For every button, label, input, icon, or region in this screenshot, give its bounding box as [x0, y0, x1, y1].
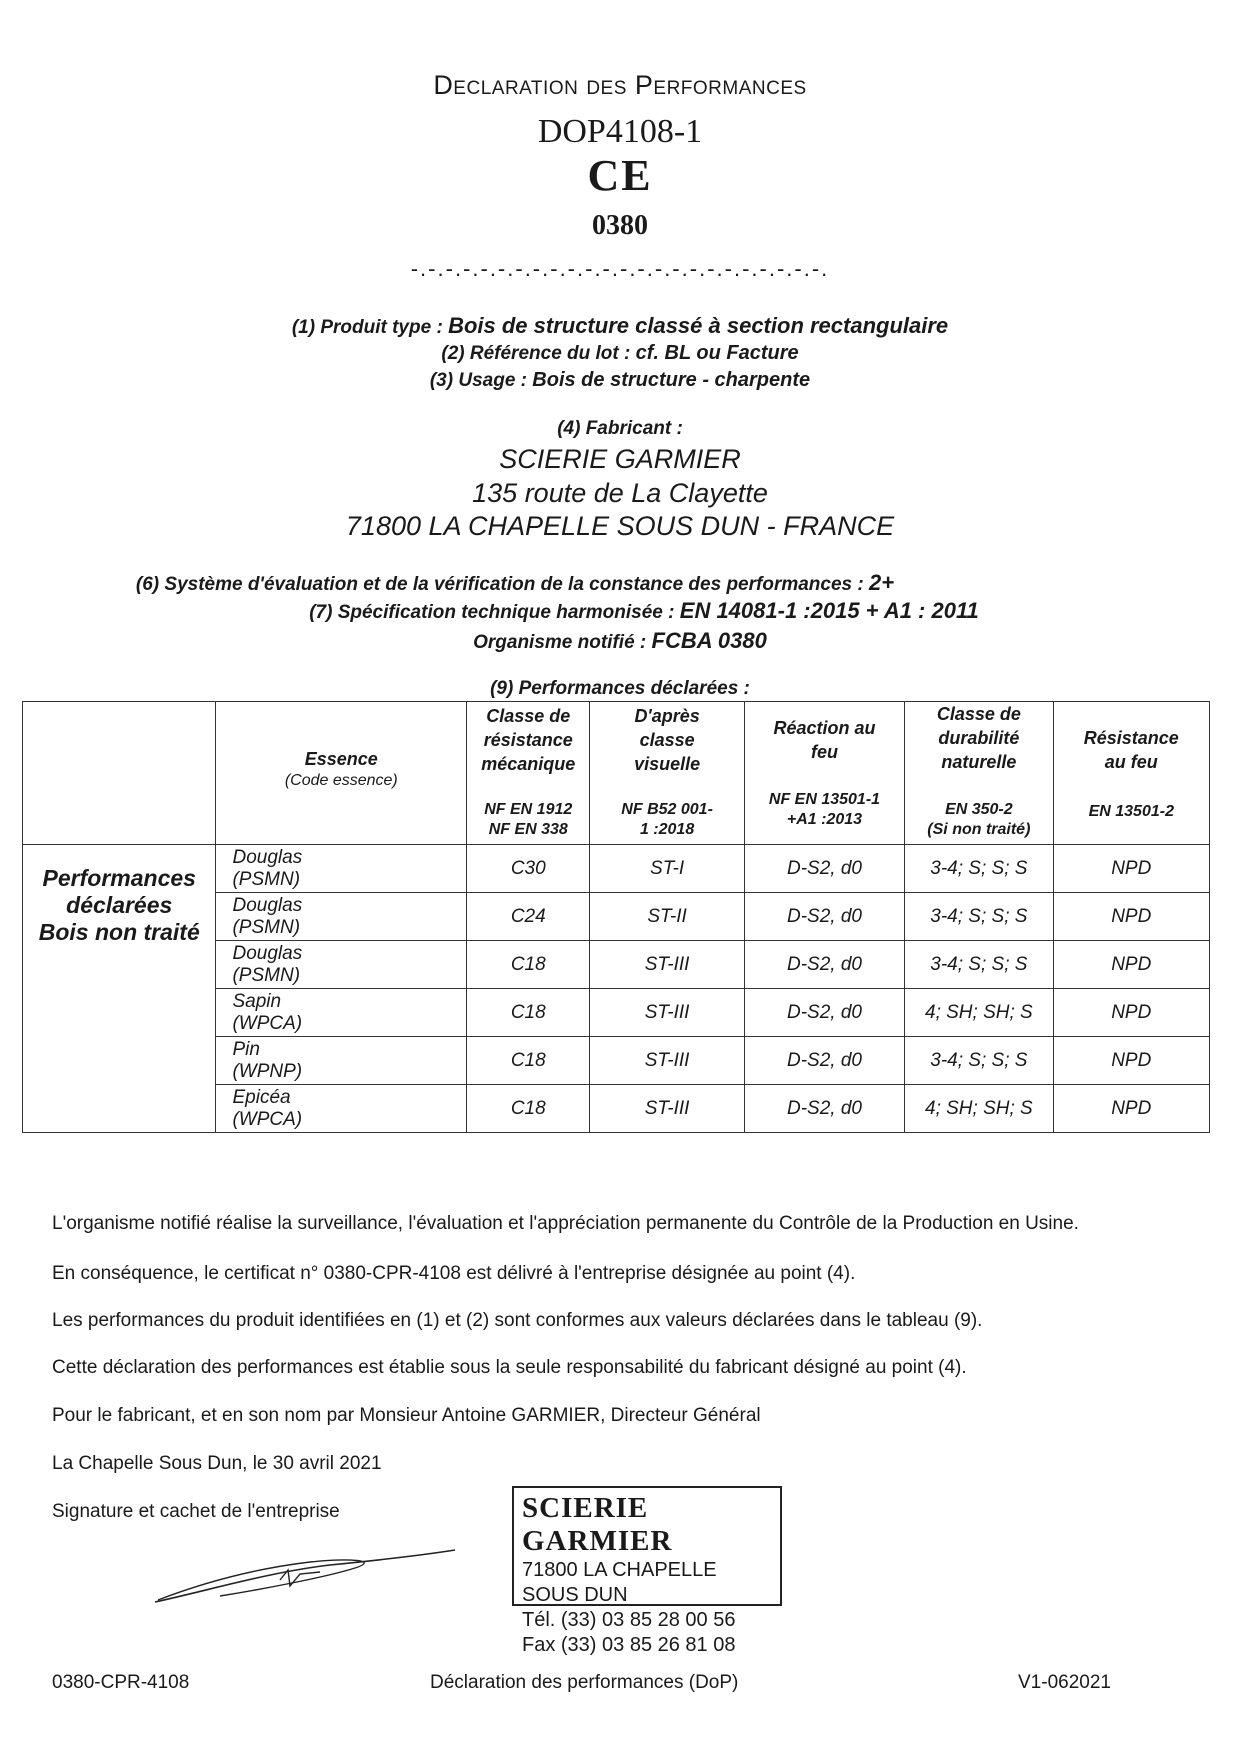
fire-reaction-cell: D-S2, d0 [744, 989, 904, 1037]
paragraph-conformity: Les performances du produit identifiées en (1) et (2) sont conformes aux valeurs déclarées dans le tableau (9). [52, 1310, 983, 1331]
stamp-phone: Tél. (33) 03 85 28 00 56 [522, 1609, 736, 1631]
fire-reaction-norm-1: NF EN 13501-1 [768, 791, 881, 808]
species-cell [216, 893, 467, 941]
fire-resistance-cell: NPD [1053, 1085, 1209, 1133]
visual-title-2: classe [639, 730, 695, 750]
visual-cell: ST-III [590, 1085, 744, 1133]
fire-resistance-cell: NPD [1053, 941, 1209, 989]
signature-icon [150, 1530, 470, 1610]
durability-norm-1: EN 350-2 [945, 801, 1013, 818]
footer-version: V1-062021 [1018, 1672, 1111, 1693]
notified-body-number: 0380 [592, 210, 648, 241]
species-cell [216, 1085, 467, 1133]
ce-mark-icon: CE [587, 151, 653, 200]
species-name: Epicéa [232, 1086, 291, 1108]
species-cell [216, 989, 467, 1037]
technical-spec-line [24, 598, 1240, 624]
fire-reaction-title-2: feu [810, 742, 838, 762]
fire-resistance-cell: NPD [1053, 989, 1209, 1037]
assessment-system-line [0, 570, 1135, 596]
fire-reaction-cell: D-S2, d0 [744, 845, 904, 893]
footer-certificate-ref: 0380-CPR-4108 [52, 1672, 190, 1693]
species-name: Pin [232, 1038, 260, 1060]
table-caption [0, 678, 1240, 700]
column-title-fire-resistance [1058, 726, 1205, 774]
column-norm-visual [590, 800, 743, 840]
manufacturer-label-text: (4) Fabricant : [557, 418, 683, 439]
paragraph-responsibility: Cette déclaration des performances est établie sous la seule responsabilité du fabricant désigné au point (4). [52, 1357, 967, 1378]
paragraph-signatory: Pour le fabricant, et en son nom par Monsieur Antoine GARMIER, Directeur Général [52, 1405, 761, 1426]
species-cell [216, 941, 467, 989]
lot-reference-value: cf. BL ou Facture [635, 342, 799, 364]
column-title-fire-reaction [749, 716, 900, 764]
visual-cell: ST-III [590, 941, 744, 989]
column-header-fire-reaction [744, 702, 904, 845]
visual-cell: ST-III [590, 989, 744, 1037]
fire-resistance-cell: NPD [1053, 1037, 1209, 1085]
paragraph-certificate: En conséquence, le certificat n° 0380-CPR-4108 est délivré à l'entreprise désignée au point (4). [52, 1263, 856, 1284]
species-cell [216, 845, 467, 893]
visual-cell: ST-III [590, 1037, 744, 1085]
technical-spec-label: (7) Spécification technique harmonisée : [309, 602, 680, 623]
fire-reaction-title-1: Réaction au [773, 718, 876, 738]
column-norm-fire-resistance [1054, 802, 1209, 822]
assessment-system-value: 2+ [869, 570, 895, 595]
visual-cell: ST-II [590, 893, 744, 941]
durability-cell: 3-4; S; S; S [905, 1037, 1053, 1085]
notified-body-line [0, 628, 1240, 654]
strength-cell: C18 [467, 1085, 590, 1133]
species-code: (PSMN) [232, 964, 301, 986]
durability-title-1: Classe de [936, 704, 1021, 724]
strength-cell: C18 [467, 941, 590, 989]
document-title: Declaration des Performances [433, 70, 807, 100]
stamp-fax: Fax (33) 03 85 26 81 08 [522, 1634, 736, 1656]
column-header-strength [467, 702, 590, 845]
strength-cell: C18 [467, 1037, 590, 1085]
column-norm-fire-reaction [745, 790, 904, 830]
separator-line: -.-.-.-.-.-.-.-.-.-.-.-.-.-.-.-.-.-.-.-.-.-.-.-. [410, 256, 830, 281]
lot-reference-label: (2) Référence du lot : [441, 343, 636, 364]
product-type-label: (1) Produit type : [291, 317, 449, 338]
species-code: (PSMN) [232, 916, 301, 938]
species-code: (WPCA) [232, 1108, 303, 1130]
species-name: Douglas [232, 894, 303, 916]
lot-reference-line [0, 342, 1240, 365]
column-norm-durability [905, 800, 1052, 840]
paragraph-date-place: La Chapelle Sous Dun, le 30 avril 2021 [52, 1453, 382, 1474]
strength-title-2: résistance [483, 730, 573, 750]
species-name: Sapin [232, 990, 282, 1012]
row-header-line-2: déclarées [66, 892, 173, 918]
usage-line [0, 369, 1240, 392]
usage-value: Bois de structure - charpente [532, 369, 811, 391]
visual-title-3: visuelle [634, 754, 701, 774]
notified-body-label: Organisme notifié : [473, 632, 652, 653]
strength-norm-1: NF EN 1912 [484, 801, 573, 818]
fire-resistance-cell: NPD [1053, 893, 1209, 941]
manufacturer-city: 71800 LA CHAPELLE SOUS DUN - FRANCE [345, 511, 895, 541]
durability-cell: 3-4; S; S; S [905, 893, 1053, 941]
species-code: (WPNP) [232, 1060, 303, 1082]
fire-resistance-title-1: Résistance [1083, 728, 1179, 748]
visual-title-1: D'après [634, 706, 700, 726]
strength-cell: C30 [467, 845, 590, 893]
species-code: (PSMN) [232, 868, 301, 890]
footer-document-title: Déclaration des performances (DoP) [430, 1672, 739, 1693]
column-header-durability [905, 702, 1053, 845]
technical-spec-value: EN 14081-1 :2015 + A1 : 2011 [679, 598, 979, 623]
strength-title-1: Classe de [486, 706, 571, 726]
strength-norm-2: NF EN 338 [488, 821, 568, 838]
row-header-line-3: Bois non traité [38, 919, 200, 945]
dop-number: DOP4108-1 [537, 113, 703, 150]
assessment-system-label: (6) Système d'évaluation et de la vérification de la constance des performances : [135, 574, 869, 595]
fire-reaction-cell: D-S2, d0 [744, 1085, 904, 1133]
column-header-visual [590, 702, 744, 845]
manufacturer-label [0, 418, 1240, 440]
visual-cell: ST-I [590, 845, 744, 893]
paragraph-signature-label: Signature et cachet de l'entreprise [52, 1501, 340, 1522]
usage-label: (3) Usage : [429, 370, 533, 391]
species-name: Douglas [232, 942, 303, 964]
visual-norm-2: 1 :2018 [639, 821, 695, 838]
stamp-city: 71800 LA CHAPELLE SOUS DUN [522, 1559, 717, 1606]
fire-resistance-norm-1: EN 13501-2 [1088, 803, 1174, 820]
column-title-strength [471, 704, 585, 776]
table-header-row [23, 702, 1210, 845]
table-corner-cell [23, 702, 216, 845]
visual-norm-1: NF B52 001- [621, 801, 713, 818]
durability-title-2: durabilité [938, 728, 1020, 748]
product-type-line [0, 313, 1240, 339]
column-title-visual [594, 704, 739, 776]
column-title-species: Essence [304, 749, 378, 769]
column-norm-strength [467, 800, 589, 840]
row-header-performances [23, 845, 216, 1133]
fire-reaction-norm-2: +A1 :2013 [786, 811, 863, 828]
durability-cell: 3-4; S; S; S [905, 941, 1053, 989]
fire-reaction-cell: D-S2, d0 [744, 893, 904, 941]
table-row [23, 845, 1210, 893]
column-header-species [216, 702, 467, 845]
durability-cell: 4; SH; SH; S [905, 1085, 1053, 1133]
fire-reaction-cell: D-S2, d0 [744, 1037, 904, 1085]
stamp-company-name: SCIERIE GARMIER [522, 1492, 673, 1557]
company-stamp [512, 1486, 782, 1656]
strength-cell: C24 [467, 893, 590, 941]
fire-reaction-cell: D-S2, d0 [744, 941, 904, 989]
product-type-value: Bois de structure classé à section rectangulaire [448, 313, 949, 338]
durability-title-3: naturelle [941, 752, 1017, 772]
table-caption-text: (9) Performances déclarées : [490, 678, 750, 699]
column-subtitle-species-code: (Code essence) [284, 772, 398, 789]
manufacturer-name: SCIERIE GARMIER [499, 444, 741, 474]
column-header-fire-resistance [1053, 702, 1209, 845]
durability-cell: 4; SH; SH; S [905, 989, 1053, 1037]
row-header-line-1: Performances [42, 865, 196, 891]
species-name: Douglas [232, 846, 303, 868]
fire-resistance-title-2: au feu [1104, 752, 1158, 772]
species-cell [216, 1037, 467, 1085]
notified-body-value: FCBA 0380 [651, 628, 767, 653]
durability-norm-2: (Si non traité) [927, 821, 1031, 838]
durability-cell: 3-4; S; S; S [905, 845, 1053, 893]
performance-table [22, 701, 1210, 1133]
strength-cell: C18 [467, 989, 590, 1037]
manufacturer-street: 135 route de La Clayette [472, 478, 768, 508]
strength-title-3: mécanique [481, 754, 576, 774]
paragraph-surveillance: L'organisme notifié réalise la surveillance, l'évaluation et l'appréciation permanente du Contrôle de la Production en Usine. [52, 1213, 1079, 1234]
fire-resistance-cell: NPD [1053, 845, 1209, 893]
column-title-durability [909, 702, 1048, 774]
species-code: (WPCA) [232, 1012, 303, 1034]
